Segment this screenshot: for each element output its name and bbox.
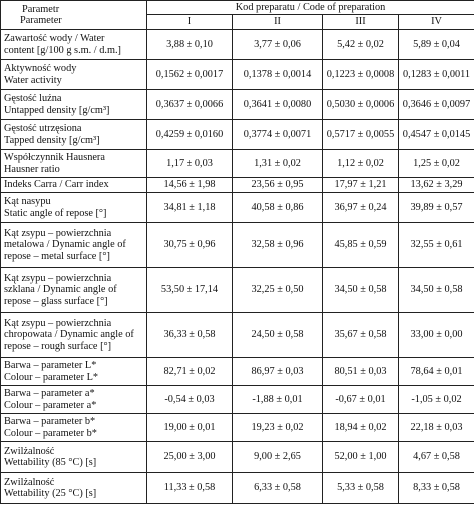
row-label <box>1 358 147 386</box>
row-label-en: repose – glass surface [°] <box>4 295 108 307</box>
cell-value: 25,00 ± 3,00 <box>147 442 233 473</box>
row-label-pl: Zwilżalność <box>4 476 55 488</box>
row-label-pl: Kąt zsypu – powierzchnia <box>4 272 112 284</box>
table-row <box>1 313 474 358</box>
cell-value: 0,4259 ± 0,0160 <box>147 120 233 150</box>
row-label-en: Tapped density [g/cm³] <box>4 134 100 146</box>
cell-value: 35,67 ± 0,58 <box>323 313 399 358</box>
cell-value: 0,3646 ± 0,0097 <box>399 90 474 120</box>
cell-value: -0,67 ± 0,01 <box>323 386 399 414</box>
row-label-en: metalowa / Dynamic angle of <box>4 239 126 251</box>
row-label-pl: Barwa – parameter a* <box>4 388 95 399</box>
cell-value: 24,50 ± 0,58 <box>233 313 323 358</box>
row-label-pl: Gęstość utrzęsiona <box>4 123 82 134</box>
row-label-en: Wettability (25 °C) [s] <box>4 488 97 499</box>
table-row <box>1 473 474 504</box>
cell-value: 9,00 ± 2,65 <box>233 442 323 473</box>
row-label-en: Colour – parameter L* <box>4 371 99 383</box>
parameter-header <box>1 1 147 30</box>
cell-value: 3,88 ± 0,10 <box>147 30 233 60</box>
table-row <box>1 442 474 473</box>
cell-value: 0,1283 ± 0,0011 <box>399 60 474 90</box>
cell-value: 5,33 ± 0,58 <box>323 473 399 504</box>
row-label-en: Wettability (85 °C) [s] <box>4 457 97 468</box>
table-row <box>1 120 474 150</box>
cell-value: 6,33 ± 0,58 <box>233 473 323 504</box>
row-label <box>1 414 147 442</box>
cell-value: 19,23 ± 0,02 <box>233 414 323 442</box>
row-label-en: Water activity <box>4 74 62 86</box>
cell-value: 34,50 ± 0,58 <box>323 268 399 313</box>
row-label <box>1 268 147 313</box>
table-row <box>1 223 474 268</box>
parameter-header-pl: Parametr <box>22 3 60 15</box>
cell-value: 40,58 ± 0,86 <box>233 193 323 223</box>
code-header-i: I <box>147 15 233 30</box>
row-label-pl: Kąt zsypu – powierzchnia <box>4 317 112 329</box>
cell-value: 0,5717 ± 0,0055 <box>323 120 399 150</box>
cell-value: 11,33 ± 0,58 <box>147 473 233 504</box>
row-label <box>1 313 147 358</box>
row-label-en: Untapped density [g/cm³] <box>4 104 110 116</box>
cell-value: 0,3774 ± 0,0071 <box>233 120 323 150</box>
row-label-pl: Kąt zsypu – powierzchnia <box>4 227 112 239</box>
row-label-pl: Aktywność wody <box>4 63 77 74</box>
row-label-en: Colour – parameter a* <box>4 399 97 411</box>
row-label-pl: Zawartość wody / Water <box>4 33 105 44</box>
row-label-en: chropowata / Dynamic angle of <box>4 329 134 341</box>
cell-value: 32,25 ± 0,50 <box>233 268 323 313</box>
row-label-en: szklana / Dynamic angle of <box>4 284 117 296</box>
cell-value: 4,67 ± 0,58 <box>399 442 474 473</box>
cell-value: 78,64 ± 0,01 <box>399 358 474 386</box>
cell-value: 5,89 ± 0,04 <box>399 30 474 60</box>
cell-value: 8,33 ± 0,58 <box>399 473 474 504</box>
table-row <box>1 268 474 313</box>
cell-value: 30,75 ± 0,96 <box>147 223 233 268</box>
cell-value: 18,94 ± 0,02 <box>323 414 399 442</box>
cell-value: 1,25 ± 0,02 <box>399 150 474 178</box>
cell-value: 36,97 ± 0,24 <box>323 193 399 223</box>
row-label-en: Colour – parameter b* <box>4 427 97 439</box>
row-label <box>1 193 147 223</box>
cell-value: 22,18 ± 0,03 <box>399 414 474 442</box>
cell-value: 1,12 ± 0,02 <box>323 150 399 178</box>
cell-value: 53,50 ± 17,14 <box>147 268 233 313</box>
table-row <box>1 193 474 223</box>
cell-value: 1,17 ± 0,03 <box>147 150 233 178</box>
row-label <box>1 60 147 90</box>
row-label-pl: Indeks Carra / Carr index <box>4 179 109 191</box>
row-label <box>1 90 147 120</box>
cell-value: 82,71 ± 0,02 <box>147 358 233 386</box>
cell-value: 0,3637 ± 0,0066 <box>147 90 233 120</box>
cell-value: 36,33 ± 0,58 <box>147 313 233 358</box>
table-row <box>1 90 474 120</box>
cell-value: 5,42 ± 0,02 <box>323 30 399 60</box>
row-label-en: repose – metal surface [°] <box>4 250 110 262</box>
table-row <box>1 178 474 193</box>
cell-value: 0,4547 ± 0,0145 <box>399 120 474 150</box>
cell-value: 0,1562 ± 0,0017 <box>147 60 233 90</box>
cell-value: 0,1378 ± 0,0014 <box>233 60 323 90</box>
table-row <box>1 414 474 442</box>
cell-value: 33,00 ± 0,00 <box>399 313 474 358</box>
cell-value: 0,5030 ± 0,0006 <box>323 90 399 120</box>
row-label-en: Static angle of repose [°] <box>4 207 107 219</box>
code-header-iv: IV <box>399 15 474 30</box>
cell-value: 45,85 ± 0,59 <box>323 223 399 268</box>
row-label <box>1 150 147 178</box>
row-label <box>1 178 147 193</box>
cell-value: 0,1223 ± 0,0008 <box>323 60 399 90</box>
row-label-en: content [g/100 g s.m. / d.m.] <box>4 44 121 56</box>
row-label-pl: Gęstość luźna <box>4 93 62 104</box>
table-row <box>1 358 474 386</box>
code-header-ii: II <box>233 15 323 30</box>
table-row <box>1 60 474 90</box>
cell-value: 32,58 ± 0,96 <box>233 223 323 268</box>
code-header-iii: III <box>323 15 399 30</box>
row-label-en: Hausner ratio <box>4 163 60 175</box>
row-label-pl: Barwa – parameter L* <box>4 360 97 371</box>
cell-value: 80,51 ± 0,03 <box>323 358 399 386</box>
table-row <box>1 386 474 414</box>
row-label-pl: Zwilżalność <box>4 445 55 457</box>
cell-value: 3,77 ± 0,06 <box>233 30 323 60</box>
code-group-header: Kod preparatu / Code of preparation <box>147 1 474 15</box>
cell-value: 34,81 ± 1,18 <box>147 193 233 223</box>
row-label-pl: Kąt nasypu <box>4 196 51 207</box>
row-label-pl: Barwa – parameter b* <box>4 416 96 427</box>
row-label <box>1 442 147 473</box>
parameter-header-en: Parameter <box>20 15 62 26</box>
table-row <box>1 150 474 178</box>
row-label-pl: Współczynnik Hausnera <box>4 152 105 163</box>
cell-value: 0,3641 ± 0,0080 <box>233 90 323 120</box>
row-label <box>1 223 147 268</box>
cell-value: 17,97 ± 1,21 <box>323 178 399 193</box>
cell-value: 52,00 ± 1,00 <box>323 442 399 473</box>
cell-value: 1,31 ± 0,02 <box>233 150 323 178</box>
row-label-en: repose – rough surface [°] <box>4 340 112 352</box>
cell-value: 32,55 ± 0,61 <box>399 223 474 268</box>
row-label <box>1 473 147 504</box>
cell-value: 86,97 ± 0,03 <box>233 358 323 386</box>
row-label <box>1 30 147 60</box>
table-row <box>1 30 474 60</box>
row-label <box>1 386 147 414</box>
cell-value: -0,54 ± 0,03 <box>147 386 233 414</box>
cell-value: -1,88 ± 0,01 <box>233 386 323 414</box>
cell-value: 23,56 ± 0,95 <box>233 178 323 193</box>
cell-value: 19,00 ± 0,01 <box>147 414 233 442</box>
cell-value: 14,56 ± 1,98 <box>147 178 233 193</box>
cell-value: -1,05 ± 0,02 <box>399 386 474 414</box>
cell-value: 34,50 ± 0,58 <box>399 268 474 313</box>
cell-value: 13,62 ± 3,29 <box>399 178 474 193</box>
cell-value: 39,89 ± 0,57 <box>399 193 474 223</box>
row-label <box>1 120 147 150</box>
